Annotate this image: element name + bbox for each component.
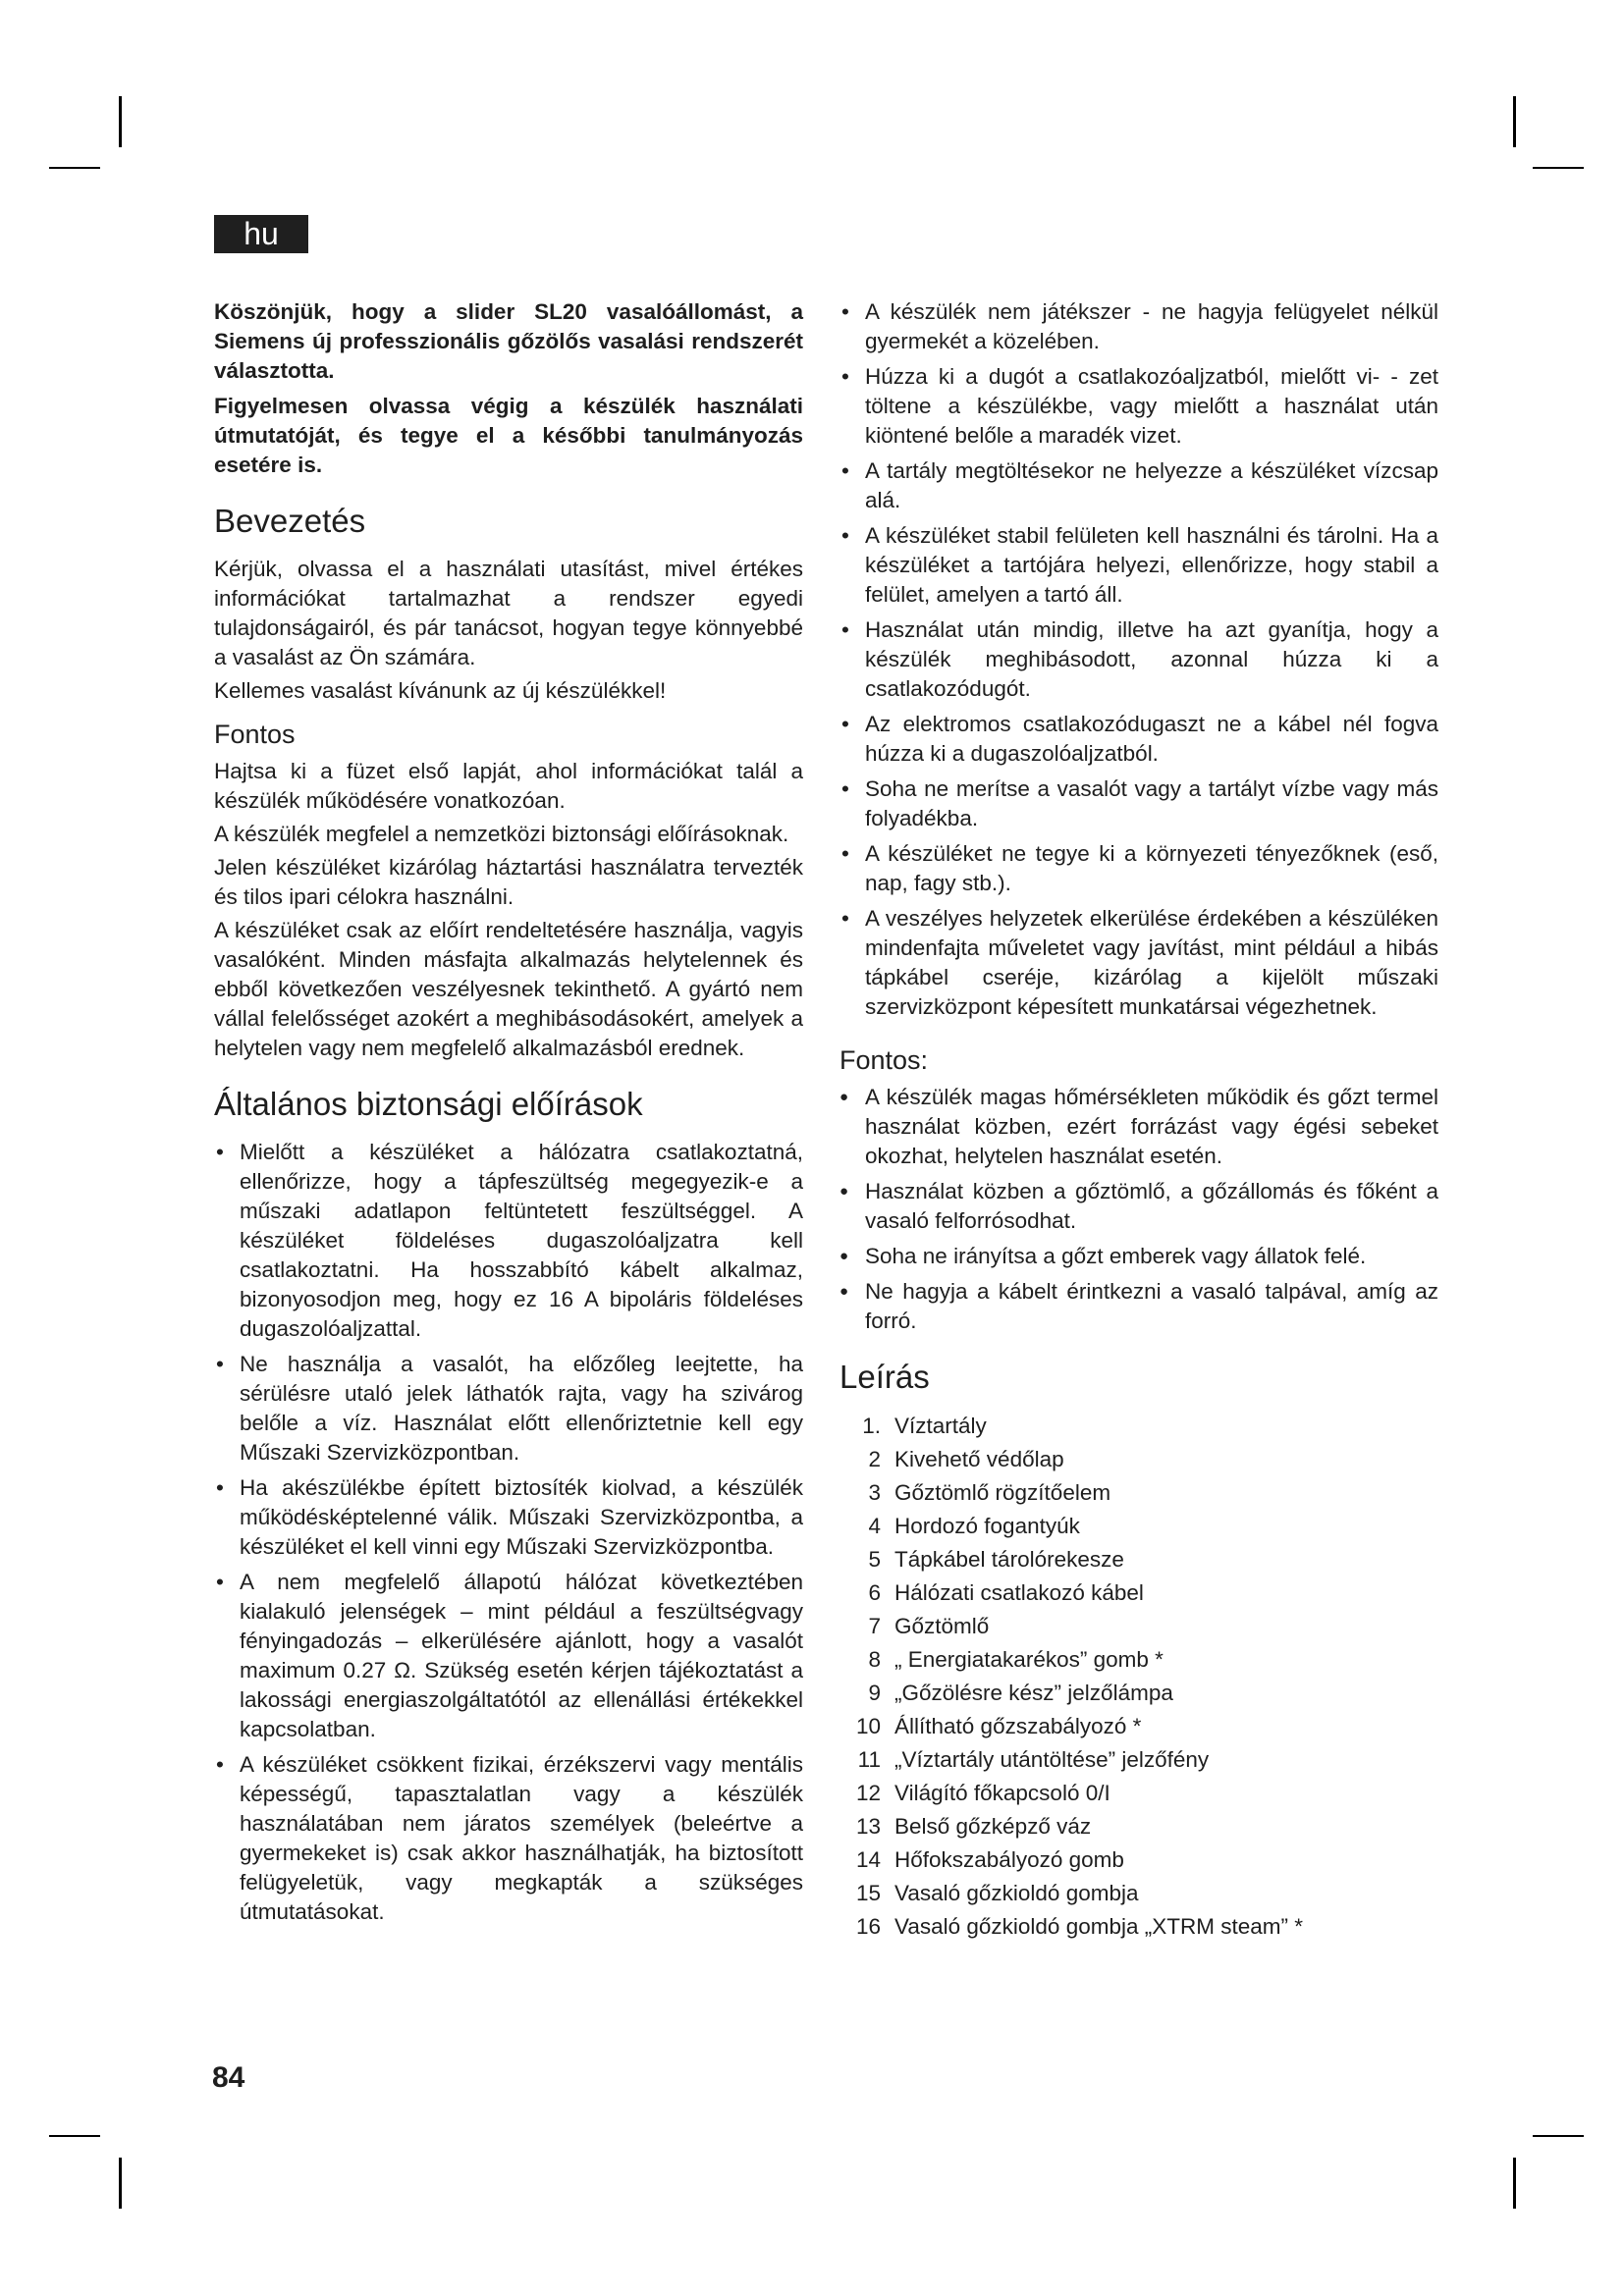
part-item (839, 1411, 1438, 1441)
part-item (839, 1744, 1438, 1775)
list-item: • A készüléket csökkent fizikai, érzékszervi vagy mentális képességű, tapasztalatlan vagy a készülék használatában nem járatos személyek (beleértve a gyermekeket is) csak akkor használhatják, ha biztosított felügyeletük, vagy megkapták a szükséges útmutatásokat. (214, 1750, 803, 1927)
intro-thanks: Köszönjük, hogy a slider SL20 vasalóállomást, a Siemens új professzionális gőzölős vasalási rendszerét választotta. (214, 299, 803, 383)
part-label: Kivehető védőlap (894, 1447, 1064, 1471)
fontos-paragraph-2: A készülék megfelel a nemzetközi biztonsági előírásoknak. (214, 822, 789, 846)
list-item: • Soha ne merítse a vasalót vagy a tartályt vízbe vagy más folyadékba. (839, 774, 1438, 833)
fontos-paragraph-4: A készüléket csak az előírt rendeltetésére használja, vagyis vasalóként. Minden másfajta alkalmazás helytelennek és ebből következően veszélyesnek tekinthető. A gyártó nem vállal felelősséget azokért a meghibásodásokért, amelyek a helytelen vagy nem megfelelő alkalmazásból erednek. (214, 918, 803, 1060)
section-title-altalanos: Általános biztonsági előírások (214, 1086, 643, 1122)
part-label: Hőfokszabályozó gomb (894, 1847, 1124, 1872)
list-item: ● Használat közben a gőztömlő, a gőzállomás és főként a vasaló felforrósodhat. (839, 1177, 1438, 1236)
crop-mark (1533, 167, 1584, 169)
part-number: 1. (862, 1414, 881, 1438)
part-item (839, 1577, 1438, 1608)
part-number: 7 (868, 1614, 881, 1638)
part-label: Belső gőzképző váz (894, 1814, 1092, 1839)
part-number: 2 (868, 1447, 881, 1471)
section-title-fontos: Fontos (214, 720, 296, 749)
part-number: 13 (855, 1814, 881, 1839)
part-item (839, 1611, 1438, 1641)
section-title-fontos-2: Fontos: (839, 1045, 929, 1075)
list-item: • A veszélyes helyzetek elkerülése érdekében a készüléken mindenfajta műveletet vagy javítást, mint például a hibás tápkábel cseréje, kizárólag a kijelölt műszaki szervizközpont képesített munkatársai végezhetnek. (839, 904, 1438, 1022)
part-label: Gőztömlő (894, 1614, 990, 1638)
part-label: Világító főkapcsoló 0/I (894, 1781, 1110, 1805)
right-column (839, 297, 1438, 1945)
fontos-paragraph-1: Hajtsa ki a füzet első lapját, ahol információkat talál a készülék működésére vonatkozóan. (214, 759, 803, 813)
part-number: 3 (868, 1480, 881, 1505)
part-number: 9 (868, 1681, 881, 1705)
part-item (839, 1778, 1438, 1808)
part-item (839, 1878, 1438, 1908)
part-label: „ Energiatakarékos” gomb * (894, 1647, 1164, 1672)
part-label: Hordozó fogantyúk (894, 1514, 1080, 1538)
left-column (214, 297, 803, 1933)
crop-mark (119, 96, 122, 147)
crop-mark (119, 2158, 122, 2209)
crop-mark (49, 2135, 100, 2137)
part-item (839, 1444, 1438, 1474)
part-number: 10 (855, 1714, 881, 1738)
safety-list (214, 1138, 803, 1927)
part-number: 12 (855, 1781, 881, 1805)
list-item: • Ha akészülékbe épített biztosíték kiolvad, a készülék működésképtelenné válik. Műszaki Szervizközpontba, a készüléket el kell vinni egy Műszaki Szervizközpontba. (214, 1473, 803, 1562)
part-item (839, 1511, 1438, 1541)
crop-mark (1513, 96, 1516, 147)
list-item: ● Ne hagyja a kábelt érintkezni a vasaló talpával, amíg az forró. (839, 1277, 1438, 1336)
part-label: Vasaló gőzkioldó gombja (894, 1881, 1139, 1905)
part-number: 16 (855, 1914, 881, 1939)
section-title-bevezetes: Bevezetés (214, 503, 366, 539)
part-item (839, 1711, 1438, 1741)
list-item: • Húzza ki a dugót a csatlakozóaljzatból, mielőtt vi- - zet töltene a készülékbe, vagy mielőtt a használat után kiöntené belőle a maradék vizet. (839, 362, 1438, 451)
part-item (839, 1811, 1438, 1842)
part-item (839, 1477, 1438, 1508)
important-list (839, 1083, 1438, 1336)
language-tab: hu (214, 215, 308, 253)
section-title-leiras: Leírás (839, 1359, 930, 1395)
parts-list (839, 1411, 1438, 1942)
part-label: „Víztartály utántöltése” jelzőfény (894, 1747, 1210, 1772)
part-number: 4 (868, 1514, 881, 1538)
part-number: 6 (868, 1580, 881, 1605)
bevezetes-paragraph-1: Kérjük, olvassa el a használati utasítást, mivel értékes információkat tartalmazhat a rendszer egyedi tulajdonságairól, és pár tanácsot, hogyan tegye könnyebbé a vasalást az Ön számára. (214, 557, 803, 669)
part-label: „Gőzölésre kész” jelzőlámpa (894, 1681, 1173, 1705)
list-item: • Ne használja a vasalót, ha előzőleg leejtette, ha sérülésre utaló jelek láthatók rajta, vagy ha szivárog belőle a víz. Használat előtt ellenőriztetnie kell egy Műszaki Szervizközpontban. (214, 1350, 803, 1468)
intro-read-manual: Figyelmesen olvassa végig a készülék használati útmutatóját, és tegye el a későbbi tanulmányozás esetére is. (214, 394, 803, 477)
list-item: • Használat után mindig, illetve ha azt gyanítja, hogy a készülék meghibásodott, azonnal húzza ki a csatlakozódugót. (839, 615, 1438, 704)
bevezetes-paragraph-2: Kellemes vasalást kívánunk az új készülékkel! (214, 678, 667, 703)
part-label: Állítható gőzszabályozó * (894, 1714, 1142, 1738)
crop-mark (49, 167, 100, 169)
part-number: 11 (857, 1747, 881, 1772)
crop-mark (1513, 2158, 1516, 2209)
page-number: 84 (212, 2061, 245, 2094)
fontos-paragraph-3: Jelen készüléket kizárólag háztartási használatra tervezték és tilos ipari célokra használni. (214, 855, 803, 909)
part-item (839, 1644, 1438, 1675)
part-item (839, 1844, 1438, 1875)
part-number: 14 (855, 1847, 881, 1872)
part-item (839, 1911, 1438, 1942)
list-item: • A készüléket ne tegye ki a környezeti tényezőknek (eső, nap, fagy stb.). (839, 839, 1438, 898)
part-label: Hálózati csatlakozó kábel (894, 1580, 1144, 1605)
list-item: • Az elektromos csatlakozódugaszt ne a kábel nél fogva húzza ki a dugaszolóaljzatból. (839, 710, 1438, 769)
part-label: Tápkábel tárolórekesze (894, 1547, 1124, 1572)
list-item: ● A készülék magas hőmérsékleten működik és gőzt termel használat közben, ezért forrázást vagy égési sebeket okozhat, helytelen használat esetén. (839, 1083, 1438, 1171)
list-item: • A készüléket stabil felületen kell használni és tárolni. Ha a készüléket a tartójára helyezi, ellenőrizze, hogy stabil a felület, amelyen a tartó áll. (839, 521, 1438, 610)
part-item (839, 1544, 1438, 1575)
part-item (839, 1678, 1438, 1708)
crop-mark (1533, 2135, 1584, 2137)
part-label: Gőztömlő rögzítőelem (894, 1480, 1111, 1505)
list-item: • A nem megfelelő állapotú hálózat következtében kialakuló jelenségek – mint például a feszültségvagy fényingadozás – elkerülésére ajánlott, hogy a vasalót maximum 0.27 Ω. Szükség esetén kérjen tájékoztatást a lakossági energiaszolgáltatótól az ellenállási értékekkel kapcsolatban. (214, 1568, 803, 1744)
list-item: • A készülék nem játékszer - ne hagyja felügyelet nélkül gyermekét a közelében. (839, 297, 1438, 356)
part-number: 5 (868, 1547, 881, 1572)
part-number: 8 (868, 1647, 881, 1672)
part-number: 15 (855, 1881, 881, 1905)
list-item: • Mielőtt a készüléket a hálózatra csatlakoztatná, ellenőrizze, hogy a tápfeszültség megegyezik-e a műszaki adatlapon feltüntetett feszültséggel. A készüléket földeléses dugaszolóaljzatra kell csatlakoztatni. Ha hosszabbító kábelt alkalmaz, bizonyosodjon meg, hogy ez 16 A bipoláris földeléses dugaszolóaljzattal. (214, 1138, 803, 1344)
part-label: Víztartály (894, 1414, 987, 1438)
part-label: Vasaló gőzkioldó gombja „XTRM steam” * (894, 1914, 1303, 1939)
safety-list-continued (839, 297, 1438, 1022)
list-item: • A tartály megtöltésekor ne helyezze a készüléket vízcsap alá. (839, 456, 1438, 515)
list-item: ● Soha ne irányítsa a gőzt emberek vagy állatok felé. (839, 1242, 1438, 1271)
